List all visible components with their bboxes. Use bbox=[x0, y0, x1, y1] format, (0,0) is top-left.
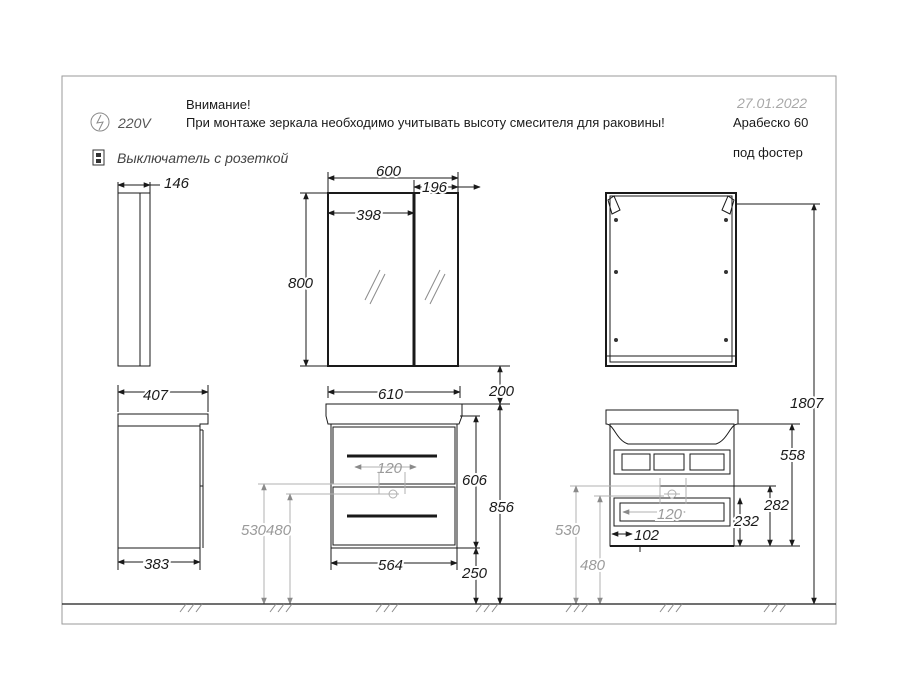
floor-line bbox=[62, 604, 836, 612]
dim-282: 282 bbox=[764, 497, 790, 514]
switch-label: Выключатель с розеткой bbox=[117, 150, 289, 166]
front-view bbox=[241, 163, 515, 604]
dim-legs: 250 bbox=[462, 565, 488, 582]
dim-530-480: 530480 bbox=[241, 522, 292, 539]
dim-856: 856 bbox=[489, 499, 515, 516]
dim-cabinet-depth: 383 bbox=[144, 556, 170, 573]
socket-switch-icon bbox=[93, 150, 104, 165]
dim-mirror-side: 196 bbox=[422, 179, 448, 196]
dim-cabinet-height: 606 bbox=[462, 472, 488, 489]
dim-basin-depth: 407 bbox=[143, 387, 169, 404]
dim-total-height: 1807 bbox=[790, 395, 824, 412]
dim-mirror-width: 600 bbox=[376, 163, 402, 180]
dim-pipe-spacing-rear: 120 bbox=[657, 506, 683, 523]
rear-view bbox=[555, 193, 824, 604]
power-icon bbox=[91, 113, 109, 131]
warning-title: Внимание! bbox=[186, 97, 251, 112]
model-name: Арабеско 60 bbox=[733, 115, 809, 130]
dim-mirror-height: 800 bbox=[288, 275, 314, 292]
dim-558: 558 bbox=[780, 447, 806, 464]
drawing-date: 27.01.2022 bbox=[737, 95, 808, 111]
model-subtitle: под фостер bbox=[733, 145, 803, 160]
dim-mirror-door: 398 bbox=[356, 207, 382, 224]
side-view bbox=[118, 175, 208, 573]
dim-530-rear: 530 bbox=[555, 522, 581, 539]
dim-pipe-spacing-front: 120 bbox=[377, 460, 403, 477]
dim-232: 232 bbox=[734, 513, 760, 530]
dim-mirror-depth: 146 bbox=[164, 175, 190, 192]
voltage-label: 220V bbox=[118, 115, 151, 131]
dim-102: 102 bbox=[634, 527, 660, 544]
dim-gap: 200 bbox=[489, 383, 515, 400]
warning-text: При монтаже зеркала необходимо учитывать высоту смесителя для раковины! bbox=[186, 115, 665, 130]
dim-basin-width: 610 bbox=[378, 386, 404, 403]
dim-480-rear: 480 bbox=[580, 557, 606, 574]
dim-cabinet-width: 564 bbox=[378, 557, 404, 574]
